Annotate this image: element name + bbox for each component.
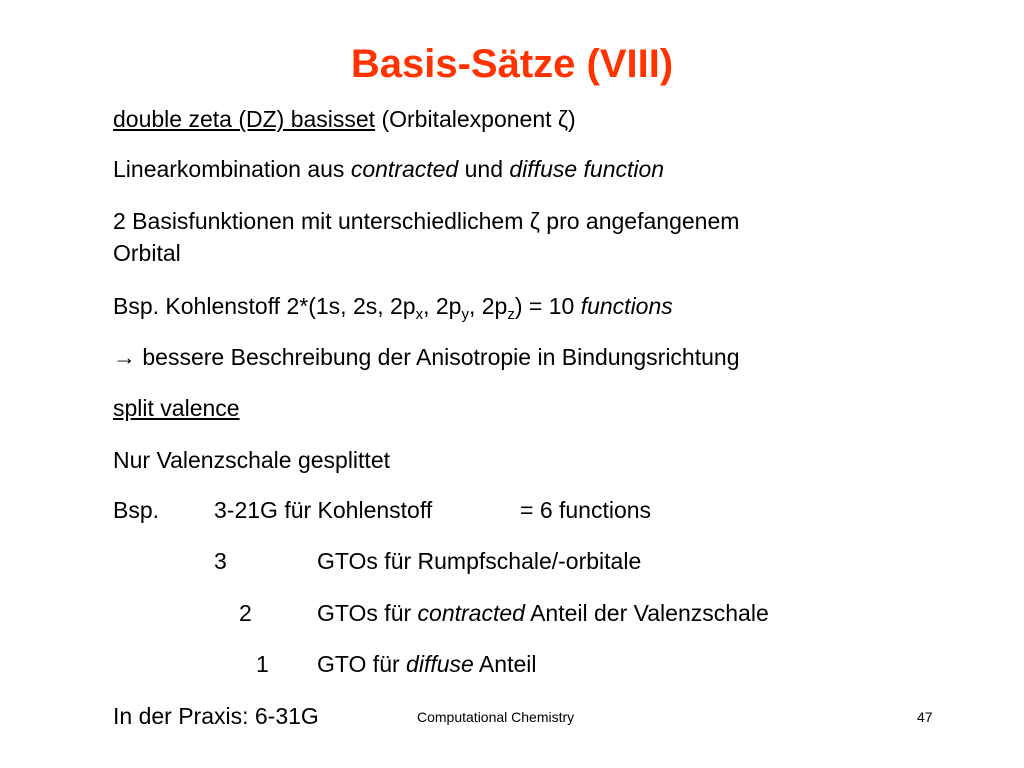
text-italic: diffuse [406,651,474,677]
dz-basisset-heading: double zeta (DZ) basisset [113,106,376,132]
kohlenstoff-example-line [113,290,673,322]
text: , 2p [468,293,508,319]
orbitalexponent-note: (Orbitalexponent ζ) [375,106,576,132]
text: GTO für [317,651,407,677]
page-number: 47 [917,709,933,725]
text: Linearkombination aus [113,156,351,182]
gto-count-1: 1 [256,651,269,677]
text: ) = 10 [514,293,581,319]
praxis-line: In der Praxis: 6-31G [113,703,319,729]
basis-321g: 3-21G für Kohlenstoff [214,497,433,523]
text: Bsp. Kohlenstoff 2*(1s, 2s, 2p [113,293,416,319]
basisfunktionen-line [113,205,739,237]
subscript: x [415,306,424,323]
text: GTOs für [317,600,418,626]
linearkombination-line [113,153,664,185]
gto-contracted [317,597,769,629]
bsp-label: Bsp. [113,497,160,523]
gto-diffuse [317,648,536,680]
split-valence-heading: split valence [113,395,240,421]
dz-basisset-line [113,103,576,135]
six-functions: = 6 functions [520,497,652,523]
text-italic: diffuse function [509,156,665,182]
text-italic: functions [580,293,673,319]
text: Anteil [473,651,537,677]
gto-count-3: 3 [214,548,227,574]
slide-title: Basis-Sätze (VIII) [350,42,674,86]
gto-rumpfschale: GTOs für Rumpfschale/-orbitale [317,548,642,574]
gto-count-2: 2 [239,600,252,626]
basisfunktionen-line-cont [113,237,181,269]
text: 2 Basisfunktionen mit unterschiedlichem ζ pro angefangenem [113,208,740,234]
subscript: y [461,306,469,323]
text-italic: contracted [350,156,459,182]
text: und [458,156,510,182]
text-italic: contracted [417,600,525,626]
text: , 2p [423,293,462,319]
valenzschale-line: Nur Valenzschale gesplittet [113,447,390,473]
text: Anteil der Valenzschale [524,600,769,626]
anisotropie-line: → bessere Beschreibung der Anisotropie in Bindungsrichtung [113,344,740,370]
subscript: z [507,306,515,323]
footer-course: Computational Chemistry [417,709,575,725]
text: Orbital [113,240,181,266]
